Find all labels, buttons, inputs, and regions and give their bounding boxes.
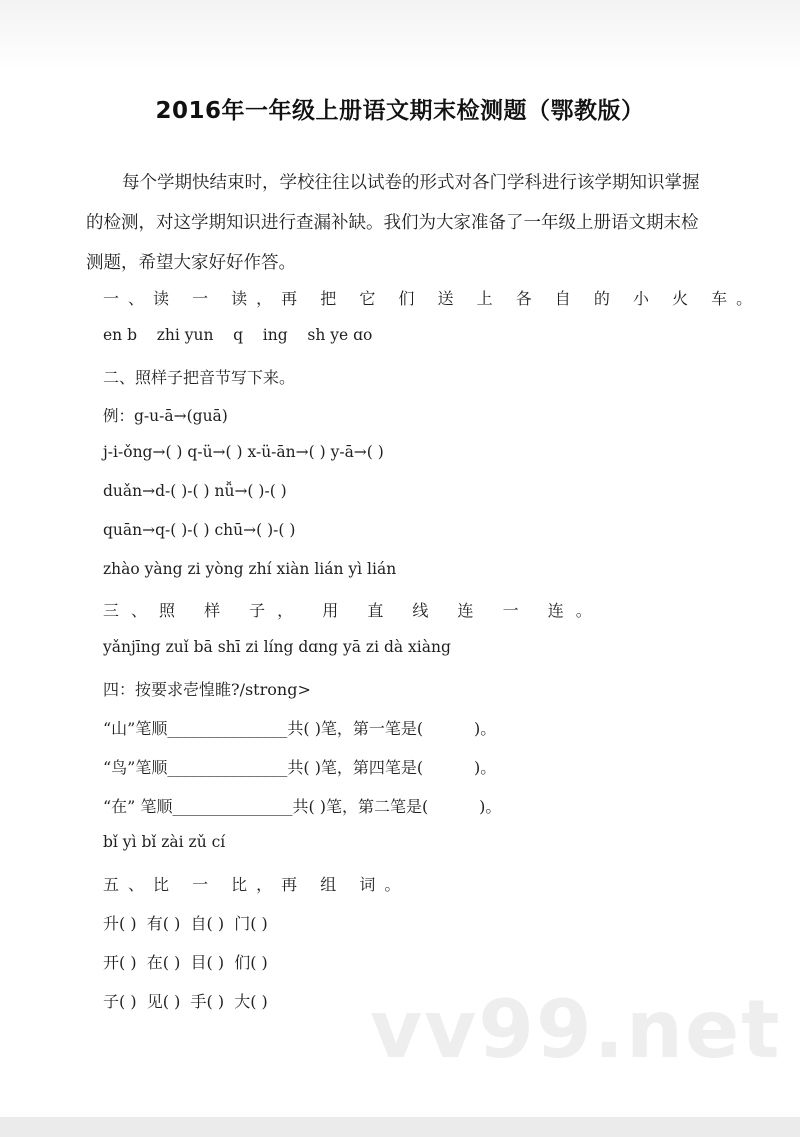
section-4-heading: 四：按要求壱惶睢?/strong> bbox=[103, 680, 311, 699]
exercise-line: duǎn→d-( )-( ) nǚ→( )-( ) bbox=[103, 482, 287, 500]
pinyin-line: bǐ yì bǐ zài zǔ cí bbox=[103, 833, 226, 851]
site-watermark: vv99.net bbox=[370, 983, 782, 1076]
stroke-order-line: “山”笔顺_______________共( )笔，第一笔是( )。 bbox=[103, 719, 497, 738]
word-group-line: 子( ) 见( ) 手( ) 大( ) bbox=[103, 992, 268, 1011]
section-5-heading: 五、比 一 比，再 组 词。 bbox=[103, 875, 410, 894]
page-top-shade bbox=[0, 0, 800, 70]
example-line: 例：g-u-ā→(guā) bbox=[103, 407, 228, 425]
section-1-heading: 一、读 一 读，再 把 它 们 送 上 各 自 的 小 火 车。 bbox=[103, 289, 762, 308]
word-group-line: 升( ) 有( ) 自( ) 门( ) bbox=[103, 914, 268, 933]
exercise-line: j-i-ǒng→( ) q-ü→( ) x-ü-ān→( ) y-ā→( ) bbox=[103, 443, 384, 461]
document-title: 2016年一年级上册语文期末检测题（鄂教版） bbox=[155, 98, 645, 124]
section-2-heading: 二、照样子把音节写下来。 bbox=[103, 368, 296, 387]
pinyin-line: zhào yàng zi yòng zhí xiàn lián yì lián bbox=[103, 560, 397, 578]
intro-paragraph: 每个学期快结束时，学校往往以试卷的形式对各门学科进行该学期知识掌握的检测，对这学期知识进行查漏补缺。我们为大家准备了一年级上册语文期末检测题，希望大家好好作答。 bbox=[86, 173, 700, 273]
exercise-line: quān→q-( )-( ) chū→( )-( ) bbox=[103, 521, 296, 539]
pinyin-line: yǎnjīng zuǐ bā shī zi líng dɑng yā zi dà xiàng bbox=[103, 638, 451, 656]
pinyin-line: en b zhi yun q ing sh ye ɑo bbox=[103, 326, 373, 344]
word-group-line: 开( ) 在( ) 目( ) 们( ) bbox=[103, 953, 268, 972]
stroke-order-line: “在” 笔顺_______________共( )笔，第二笔是( )。 bbox=[103, 797, 502, 816]
section-3-heading: 三、照 样 子， 用 直 线 连 一 连。 bbox=[103, 601, 604, 620]
stroke-order-line: “鸟”笔顺_______________共( )笔，第四笔是( )。 bbox=[103, 758, 497, 777]
